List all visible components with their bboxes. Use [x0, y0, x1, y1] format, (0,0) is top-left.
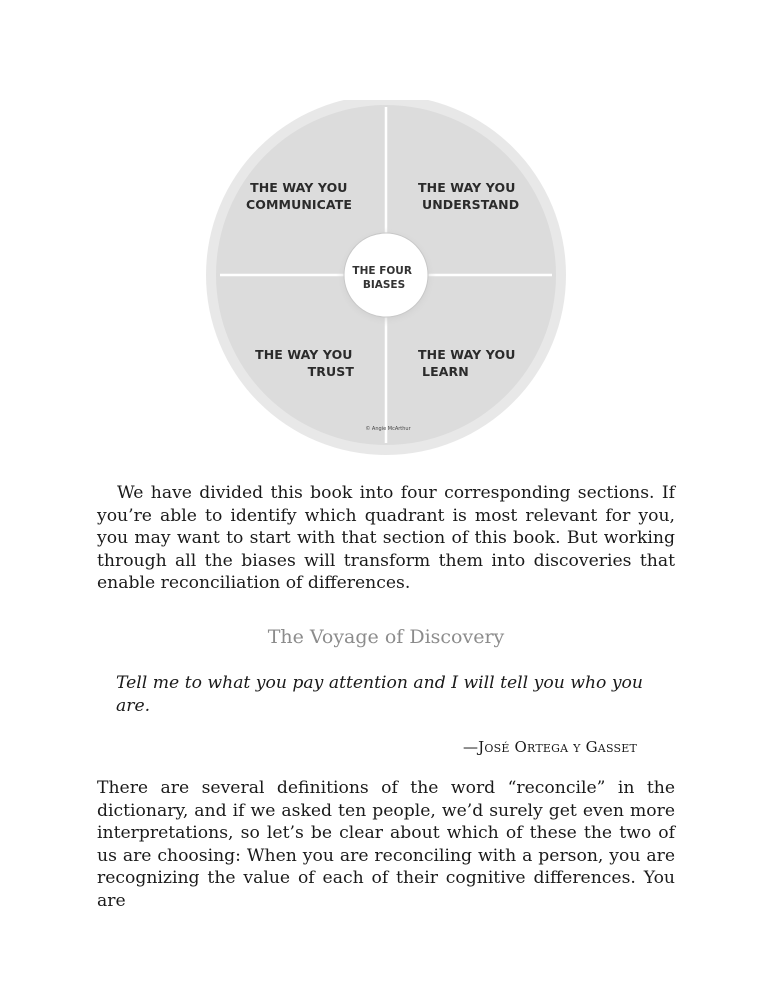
epigraph-attribution: —José Ortega y Gasset	[462, 738, 637, 756]
four-biases-diagram	[200, 100, 572, 465]
quadrant-bottom-left-label: THE WAY YOU TRUST	[255, 347, 354, 379]
quadrant-bottom-right-label: THE WAY YOU LEARN	[418, 347, 516, 379]
copyright-label: © Angie McArthur	[365, 426, 411, 432]
section-heading: The Voyage of Discovery	[267, 626, 505, 648]
quadrant-top-left-label: THE WAY YOU COMMUNICATE	[246, 180, 352, 212]
body-paragraph-1: We have divided this book into four corresponding sections. If you’re able to identify which quadrant is most relevant for you, you may want to start with that section of this book. But working through all the biases will transform them into discoveries that enable reconciliation of differences.	[97, 483, 675, 593]
epigraph-quote: Tell me to what you pay attention and I will tell you who you are.	[116, 673, 643, 716]
center-label: THE FOUR BIASES	[352, 265, 412, 291]
body-paragraph-2: There are several definitions of the word “reconcile” in the dictionary, and if we asked ten people, we’d surely get even more interpretations, so let’s be clear about which of these the two of us are choosing: When you are reconciling with a person, you are recognizing the value of each of their cognitive differences. You are	[97, 778, 675, 911]
quadrant-top-right-label: THE WAY YOU UNDERSTAND	[418, 180, 520, 212]
